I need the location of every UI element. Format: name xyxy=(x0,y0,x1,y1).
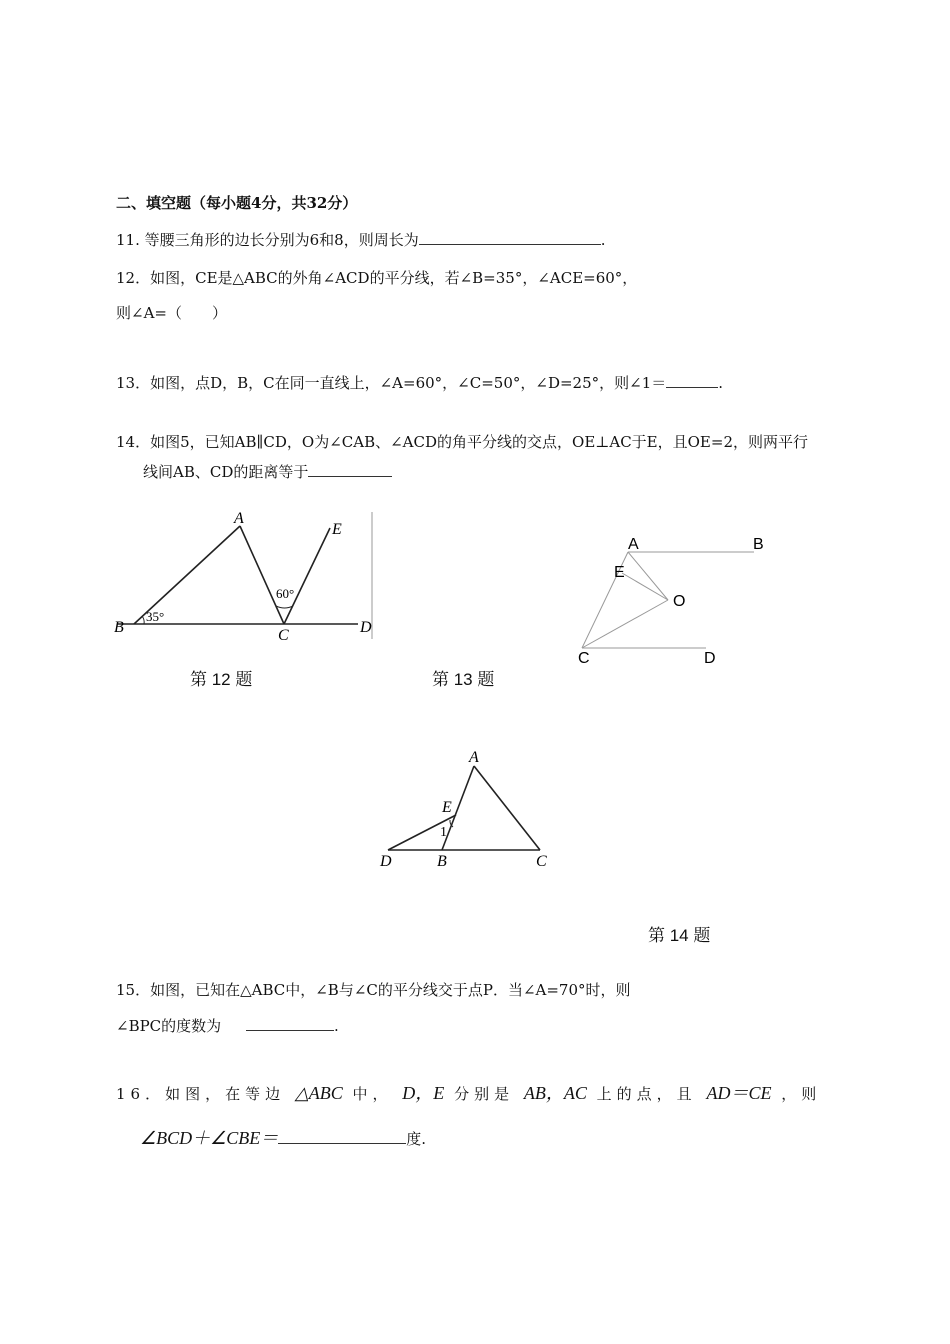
figure-q13 xyxy=(572,530,772,667)
fig12-angle-c: 60° xyxy=(276,586,295,601)
q16-triangle: △ABC xyxy=(294,1083,343,1103)
question-14-line1: 14．如图5，已知AB∥CD，O为∠CAB、∠ACD的角平分线的交点，OE⊥AC于E，且OE=2，则两平行 xyxy=(116,433,808,451)
q16-mid4: ，则 xyxy=(781,1085,822,1103)
q16-end: 度. xyxy=(406,1130,427,1148)
fig12-label-e: E xyxy=(332,521,342,538)
q11-answer-blank[interactable] xyxy=(419,230,601,245)
fig13-label-c: C xyxy=(578,650,590,667)
fig13-label-e: E xyxy=(614,564,625,581)
fig12-label-a: A xyxy=(234,510,244,527)
question-16-line1 xyxy=(116,1083,821,1104)
q16-mid1: 中， xyxy=(352,1085,393,1103)
q13-text: 13．如图，点D，B，C在同一直线上，∠A=60°，∠C=50°，∠D=25°，则∠1＝ xyxy=(116,374,667,392)
q13-answer-blank[interactable] xyxy=(666,373,718,388)
q14-answer-blank[interactable] xyxy=(308,462,392,477)
fig12-label-c: C xyxy=(278,627,289,644)
fig12-label-b: B xyxy=(114,619,124,636)
q16-mid2: 分别是 xyxy=(454,1085,515,1103)
fig12-label-d: D xyxy=(360,619,372,636)
caption-q14: 第 14 题 xyxy=(648,926,711,945)
q16-mid3: 上的点，且 xyxy=(596,1085,697,1103)
question-15-line2 xyxy=(116,1016,339,1036)
fig14-label-e: E xyxy=(442,799,452,816)
q15-end: . xyxy=(333,1017,339,1035)
fig13-label-a: A xyxy=(628,536,639,553)
fig14-angle-1: 1 xyxy=(440,825,447,840)
q11-end: . xyxy=(600,231,606,249)
q15-answer-blank[interactable] xyxy=(246,1016,334,1031)
q15-line2-text: ∠BPC的度数为 xyxy=(116,1017,222,1035)
q16-points-de: D，E xyxy=(402,1083,445,1103)
caption-q12: 第 12 题 xyxy=(190,670,253,689)
question-13 xyxy=(116,373,723,393)
q14-line2-text: 线间AB、CD的距离等于 xyxy=(143,463,309,481)
question-11 xyxy=(116,230,606,250)
figure-q12 xyxy=(110,508,380,643)
q13-end: . xyxy=(718,374,724,392)
q16-equation: AD＝CE xyxy=(706,1083,772,1103)
fig14-label-b: B xyxy=(437,853,447,870)
q16-prefix: 16．如图，在等边 xyxy=(116,1085,286,1103)
fig14-label-c: C xyxy=(536,853,547,870)
fig12-angle-b: 35° xyxy=(146,609,165,624)
question-16-line2 xyxy=(140,1128,426,1149)
section-heading: 二、填空题（每小题4分，共32分） xyxy=(116,194,358,212)
question-12-line2: 则∠A=（ ） xyxy=(116,304,227,322)
question-14-line2 xyxy=(143,462,392,482)
question-12-line1: 12．如图，CE是△ABC的外角∠ACD的平分线，若∠B=35°，∠ACE=60°， xyxy=(116,269,638,287)
question-15-line1: 15．如图，已知在△ABC中，∠B与∠C的平分线交于点P．当∠A=70°时，则 xyxy=(116,981,631,999)
fig13-label-o: O xyxy=(673,593,686,610)
fig14-label-a: A xyxy=(469,749,479,766)
q11-text: 11. 等腰三角形的边长分别为6和8，则周长为 xyxy=(116,231,419,249)
fig14-label-d: D xyxy=(380,853,392,870)
fig13-label-b: B xyxy=(753,536,764,553)
fig13-label-d: D xyxy=(704,650,716,667)
q16-answer-blank[interactable] xyxy=(278,1129,406,1144)
figure-q14 xyxy=(370,742,570,874)
q16-expression: ∠BCD＋∠CBE＝ xyxy=(140,1128,279,1148)
caption-q13: 第 13 题 xyxy=(432,670,495,689)
q16-sides: AB，AC xyxy=(523,1083,587,1103)
